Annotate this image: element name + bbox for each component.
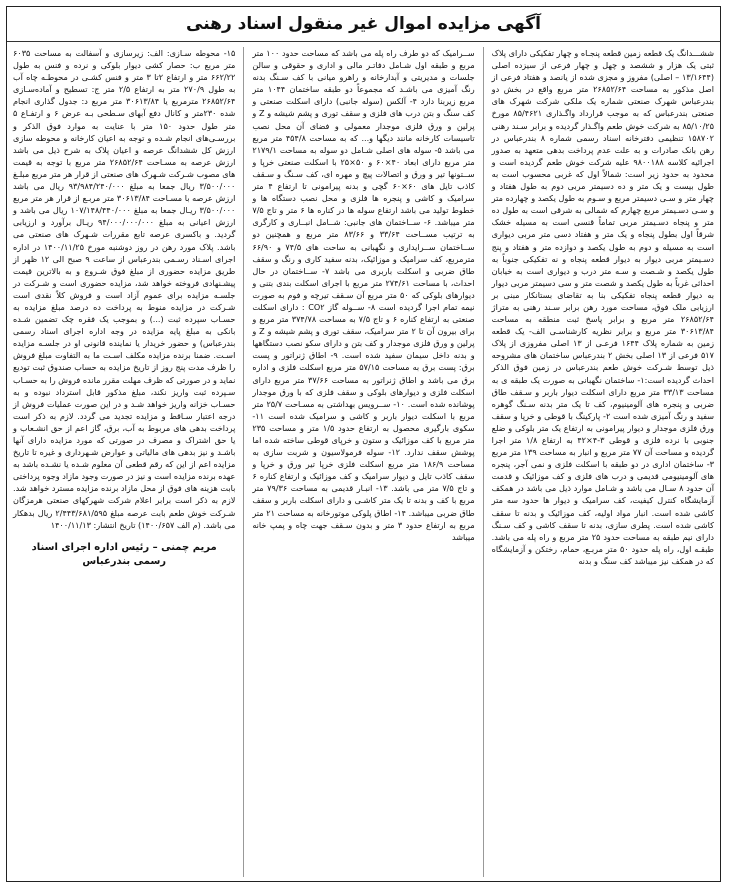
column-right-text: ششـــدانگ یک قطعه زمین قطعه پنجـاه و چهار تفکیکی دارای پلاک ثبتی یک هزار و ششصد و چهل و چهار فرعی از سیزده اصلی (۱۳/۱۶۴۴ – اصلی) مفروز و مجزی شده از یانصد و هفتاد فرعی از اصل مذکور به مساحت ۲۶۸۵۲/۶۴ متر مربع واقع در بخش دو بندرعباس شهرک صنعتی شماره یک ملکی شرکت شهرک های صنعتی بندرعباس که به موجب قرارداد واگـذاری ۸۵/۴۶۲۱ مورخ ۸۵/۱۰/۲۵ به شرکت خوش طعم واگـذار گردیده و برابر سـند رهنی ۱۵۸۷۰۲ تنظیمی دفترخانه اسناد رسمی شماره ۸ بندرعباس در رهن بانک صادرات و به علت عدم پرداخت بدهی متعهد به صدور اجرائیه کلاسه ۹۸۰۰۱۸۸ علیه شرکت خوش طعم گردیده است و محدود به حدود زیر است: شمالاً اول که غربی محسوب است به طول بیست و یک متر و ده دسیمتر مربی دوم به طول هفتاد و چهار متر و سـی دسیمتر مربع و سـوم به طول یکصد و چهارده متر و سـی دسـیمتر مربع چهارم که شمالی به شرقی است به طول ده متر و پنجاه دسـیمتر مربی تماماً قنسی است به مسیله خشک شرقاً اول بطول پنجاه و یک متر و هفتاد دسی متر مربی دیواری است به مسیله و دوم به طول یکصد و دوازده متر و هفتاد و پنج دسـیمتر مربی دیوار به دیوار قطعه پنجاه و نه تفکیکی جنوباً به طول یکصد و شـصت و سـه متر درب و دیواری است به خیابان احداثی غرباً به طول یکصد و شصت متر و سی دسیمتر مربی دیوار به دیوار قطعه پنجاه تفکیکی بنا به تقاضای بستانکار مبنی بر ارزیابی ملک فوق، مساحت مورد رهن برابر سـند رهنی به متراژ ۲۶۸۵۲/۶۴ متر مربع و برابر پاسخ ثبت منطقه به مساحت ۳۰۶۱۳/۸۴ متر مربع و برابر نظریه کارشناسـی الف- یک قطعه زمین به شماره پلاک ۱۶۴۴ فرعـی از ۱۳ اصلی مفروزی از پلاک ۵۱۷ فرعی از ۱۳ اصلی بخش ۲ بندرعباس ساختمان های مشروحه ذیل توسط شـرکت خوش طعم بندرعباس در زمین فوق الذکر احداث گردیده است:۱- ساختمان نگهبانی به صورت یک طبقه ی به مساحت ۳۳/۱۳ متر مربع دارای اسکلت دیوار باربر و سـقف طاق ضربی و پنجره های آلومینیوم، کف تا یک متر بدنه سـنگ گوهره سفید و رنگ آمیزی شده است ۲- پارکینگ با قوطی و خرپا و سقف ورق فلزی موجدار و دیوار پیرامونی به ارتفاع یک متر بلوکی و ضلع جنوبی با نرده فلزی و قوطی ۳-۴×۴۲ به ارتفاع ۱/۸ متر اجرا گردیده و مساحت آن ۷۷ متر مربع و انبار به مساحت ۱۳۹ متر مربع ۳- ساختمان اداری در دو طبقه با اسکلت فلزی و نمی آجر، پنجره های آلومینیومی قدیمی و درب های فلزی و کف موزائیک و قدمت آن حدود ۸ سـال می باشد و شـامل موارد ذیل می باشد در همکف آزمایشگاه کنترل کیفیت، کف سرامیک و دیوار ها حدود سه متر کاشی شده است. انبار مواد اولیه، کف موزائیک و بدنه تا سقف کاشی شده است. پطری سازی، بدنه تا سقف کاشی و کف سـنگ دارای نیم طبقه به مساحت حدود ۲۵ متر مربع و راه پله می باشد. طبقـه اول، راه پله حدود ۵۰ متر مربـع، حمام، رختکن و آزمایشگاه که در همکف نیز میباشد کف سنگ و بدنه — [491, 48, 715, 566]
column-divider — [243, 47, 244, 877]
notice-header — [7, 7, 720, 42]
column-left — [11, 47, 237, 877]
signature-line-1: مریم چمنی – رئیس اداره اجرای اسناد — [31, 541, 217, 553]
notice-body — [11, 47, 716, 877]
column-middle-text: ســرامیک که دو طرف راه پله می باشد که مساحت حدود ۱۰۰ متر مربع و طبقه اول شـامل دفاتـر مالی و اداری و حقوقی و سالن جلسات و مدیریتی و آبدارخانه و راهرو میانی با کف سـنگ بدنه رنگ آمیزی می باشـد که مجموعاً دو طبقه ساختمان ۱۰۴۴ متر مربع زیربنا دارد ۴- آلکس (سوله جانبی) دارای اسکلت صنعتی و کف سنگ و بتن درب های فلزی و سقف توری و پشم شیشه و Z و پرلین و ورق فلزی موجدار معمولی و فضای آن محل نصب تاسیسات کارخانه مانند دیگها و... که به مساحت ۴۵۴/۸ متر مربع می باشد ۵- سوله های اصلی شـامل دو سوله به مساحت ۲۱۷۹/۱ متر مربع دارای ابعاد ۴۰×۶۰ و ۵۰×۲۵ با اسکلت صنعتی خرپا و ســتونها تیر و ورق و اتصالات پیچ و مهره ای، کف سـنگ و سـقف کاذب تایل های ۶۰×۶۰ گچی و بدنه پیرامونی تا ارتفاع ۴ متر سرامیک و کاشی و پنجره ها فلزی و محل نصب دستگاه ها و خطوط تولید می باشد ارتفاع سوله ها در کناره ها ۶ متر و تاج ۷/۵ متر میباشد. ۶- ســاختمان های جانبی: شــامل انبــاری و کارگری به ترتیب مســاحت ۳۳/۶۴ و ۸۳/۶۶ متر مربع و همچنین دو ســاختمان ســرایداری و نگهبانی به ساحت های ۷۴/۵ و ۶۶/۹۰ مترمربع، کف سرامیک و موزائیک، بدنه سفید کاری و رنگ و سقف طاق ضربی و اسکلت باربری می باشد ۷- ســاختمان در حال احداث، با مساحت ۲۷۴/۶۱ متر مربع با اجرای اسکلت بندی بتنی و دیوارهای بلوکی که ۵۰ متر مربع آن سـقف تیرچه و فوم به صورت نیمه تمام اجرا گردیده است ۸- ســوله گاز CO۲ : دارای اسکلت صنعتی به ارتفاع کناره ۶ و تاج ۷/۵ به مساحت ۳۷۴/۷۸ متر مربع و برای بیرون آن تا ۲ متر سرامیک، سقف توری و پشم شیشه و Z و پرلین و ورق فلزی موجدار و کف بتن و دارای سکو نصب دستگاهها و بدنه داخل سیمان سفید شده است. ۹- اطاق ژنراتور و پست برق: پست برق به مساحت ۵۷/۱۵ متر مربع اسکلت فلزی و اداره برق می باشد و اطاق ژنراتور به مساحت ۳۷/۶۶ متر مربع دارای اسکلت فلزی و دیوارهای بلوکی و سقف فلزی که با ورق موجدار پوشانده شده است. ۱۰- ســرویس بهداشتی به مسـاحت ۲۵/۷ متر مربع با اسکلت دیوار باربر و کاشی و سرامیک شده است ۱۱- سکوی بارگیری محصول به ارتفاع حدود ۱/۵ متر و مساحت ۲۳۵ متر مربع با کف موزائیک و ستون و خرپای قوطی ساخته شده اما پوشش سقف ندارد. ۱۲- سوله فرمولاسیون و شربت سازی به مساحت ۱۸۶/۹ متر مربع اسکلت فلزی خرپا تیر ورق و خرپا و سقف کاذب تایل و دیوار سرامیک و کف موزائیک و ارتفاع کناره ۶ و تاج ۷/۵ متر می باشد. ۱۳- انبـار قدیمی به مساحت ۷۹/۳۶ متر مربع با کف و بدنه تا یک متر کاشـی و دارای اسکلت باربر و سقف طاق ضربی میباشد. ۱۴- اطاق پلوکی موتورخانه به مساحت ۲۱ متر مربع به ارتفاع حدود ۳ متر و بدون سـقف جهت چاه و پمپ خانه میباشد — [252, 48, 475, 542]
column-right — [490, 47, 716, 877]
notice-title: آگهی مزایده اموال غیر منقول اسناد رهنی — [186, 14, 541, 34]
signature-block — [13, 541, 235, 569]
signature-line-2: رسمی بندرعباس — [82, 555, 167, 567]
column-middle — [250, 47, 476, 877]
column-left-text: ۱۵- محوطه سـازی: الف: زیرسازی و آسفالت به مساحت ۶۰۳۵ متر مربع ب: حصار کشی دیوار بلوکی و نرده و فنس به طول ۶۶۲/۲۲ متر و ارتفاع ۲تا ۳ متر و فنس کشـی در محوطـه چاه آب به طول ۲۷۰/۹ متر به ارتفاع ۲/۵ متر ج: تسطیح و آماده‌سـازی ۲۶۸۵۲/۶۴ مترمربع یا ۳۰۶۱۳/۸۴ متر مربع د: جدول گذاری انجام شده ۲۳۰متر و کانال دفع آبهای سـطحی بـه عرض ۶ و ارتفـاع ۵ متر طول حدود ۱۵۰ متر با عنایت به موارد فوق الذکر و بررسـی‌های انجام شـده و توجه به اعیان کارخانه و محوطه سازی ارزش کل ششدانگ عرصه و اعیان پلاک به شرح ذیل می باشد ارزش عرصه به مسـاحت ۲۶۸۵۲/۶۴ متر مربع با توجه به قیمت های مصوب شـرکت شـهرک های صنعتی از قرار هر متر مربع مبلـغ ۳/۵۰۰/۰۰۰ ریال جمعا به مبلغ ۹۳/۹۸۴/۲۴۰/۰۰۰ ریال می باشد ارزش عرصه با مسـاحت ۳۰۶۱۳/۸۴ متر مربـع از قرار هر متر مربع ۳/۵۰۰/۰۰۰ ریـال جمعا به مبلغ ۱۰۷/۱۴۸/۴۴۰/۰۰۰ ریال می باشد و ارزش اعیانی به مبلغ ۹۴/۰۰۰/۰۰۰/۰۰۰ ریـال برآورد و ارزیابی گردید. و باکسری عرصه تابع مقررات شـهرک های صنعتی می باشد. پلاک مورد رهن در روز دوشنبه مورخ ۱۴۰۰/۱۱/۲۵ در اداره اجرای اسـناد رسـمی بندرعباس از ساعت ۹ صبح الی ۱۲ ظهر از طریق مزایده حضوری از مبلغ فوق شـروع و به بالاترین قیمت پیشـنهادی فروخته خواهد شد، مزایده حضوری است و شـرکت در جلسـه مزایده برای عموم آزاد است و فروش کلاً نقدی است شـرکت در مزایده منوط به پرداخت ده درصد مبلغ مزایده به حسـاب سپرده ثبت (...) و بموجب یک فقره چک تضمین شـده بانکی به مبلغ پایه مزایده در وجه اداره اجرای اسناد رسمی بندرعباس) و حضور خریدار یا نماینده قانونی او در جلسـه مزایده اسـت. ضمنا برنده مزایده مکلف اسـت ما به التفاوت مبلغ فروش را ظرف مدت پنج روز از تاریخ مزایده به حساب صندوق ثبت تودیع نماید و در صورتی که ظرف مهلت مقرر مانده فروش را به حسـاب سـپرده ثبت واریز نکند، مبلغ مذکور قابل استرداد نبوده و به حسـاب خزانه واریز خواهد شـد و در این صورت عملیات فروش از درجه اعتبار سـاقط و مزایده تجدید می گردد. لازم به ذکر است پرداخت بدهی های مربوط به آب، برق، گاز اعم از حق انشـعاب و یا حق اشتراک و مصرف در صورتی که مورد مزایده دارای آنها باشـد و نیز بدهی های مالیاتی و عوارض شـهرداری و غیره تا تاریخ مزایده اعم از این که رقم قطعی آن معلوم شـده یا نشـده باشد به عهده برنده مزایده است و نیز در صورت وجود مازاد وجوه پرداختی بابت هزینه های فوق از محل مازاد برنده مزایده مسترد خواهد شد. لازم به ذکر است برابر اعلام شرکت شهرکهای صنعتی هرمزگان شـرکت خوش طعم بابت عرصه مبلغ ۲/۴۴۳/۶۸۱/۵۹۵ ریال بدهکار می باشد. (م الف ۱۴۰۰/۶۵۷) تاریخ انتشار: ۱۴۰۰/۱۱/۱۳ — [13, 48, 236, 530]
column-divider — [483, 47, 484, 877]
notice-frame — [6, 6, 721, 882]
